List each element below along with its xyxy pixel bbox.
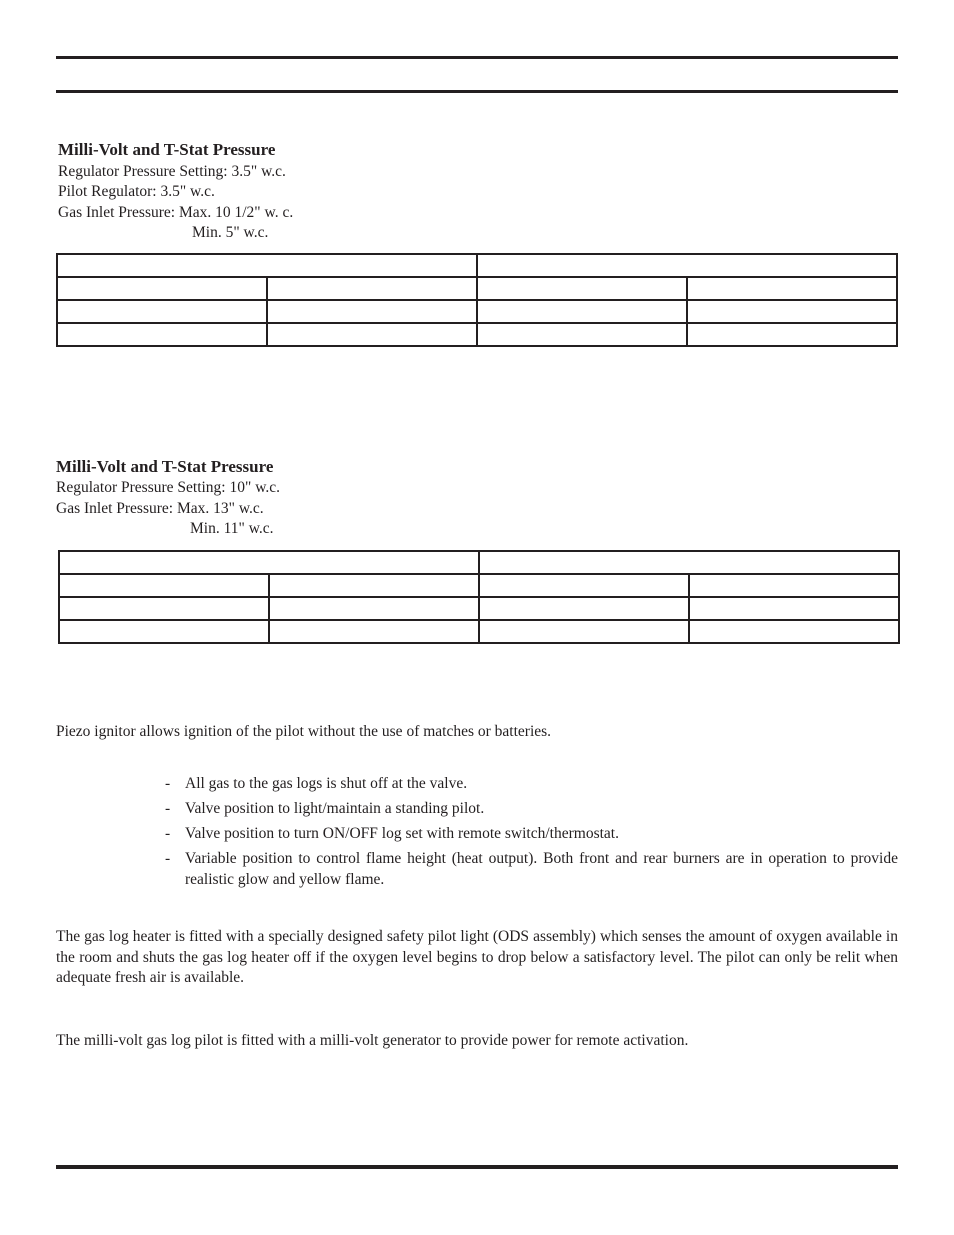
table-cell [59,597,269,620]
piezo-paragraph: Piezo ignitor allows ignition of the pilot without the use of matches or batteries. [56,723,552,740]
list-item-text: Variable position to control flame height (heat output). Both front and rear burners are in operation to provide realistic glow and yellow flame. [185,850,898,888]
pressure-table-1 [56,253,898,347]
list-item [160,823,898,844]
list-item-text: All gas to the gas logs is shut off at the valve. [185,775,468,792]
bullet-dash: - [165,775,171,792]
table-cell [479,551,899,574]
list-item [160,773,898,794]
footer-rule [56,1165,898,1169]
table-cell [477,323,687,346]
table-cell [269,574,479,597]
table-cell [479,620,689,643]
header-rule-bottom [56,90,898,93]
table-row [57,254,897,277]
table-cell [57,277,267,300]
table-cell [267,277,477,300]
gas-inlet-max-line: Gas Inlet Pressure: Max. 10 1/2" w. c. [58,204,294,221]
gas-inlet-max-line: Gas Inlet Pressure: Max. 13" w.c. [56,500,264,517]
gas-inlet-min-line: Min. 11" w.c. [190,520,274,537]
pressure-table-2 [58,550,900,644]
header-rule-top [56,56,898,59]
section2-heading: Milli-Volt and T-Stat Pressure [56,457,274,476]
table-cell [269,597,479,620]
table-cell [57,254,477,277]
table-cell [477,254,897,277]
table-cell [269,620,479,643]
table-cell [267,323,477,346]
table-cell [689,597,899,620]
table-row [57,323,897,346]
section1-heading: Milli-Volt and T-Stat Pressure [58,140,276,159]
regulator-pressure-line: Regulator Pressure Setting: 10" w.c. [56,479,281,496]
valve-positions-list [160,773,898,894]
table-cell [687,323,897,346]
table-cell [479,574,689,597]
table-row [57,300,897,323]
regulator-pressure-line: Regulator Pressure Setting: 3.5" w.c. [58,163,286,180]
table-row [59,620,899,643]
millivolt-paragraph: The milli-volt gas log pilot is fitted with a milli-volt generator to provide power for remote activation. [56,1032,689,1049]
table-cell [689,620,899,643]
table-cell [57,323,267,346]
table-cell [689,574,899,597]
table-cell [59,551,479,574]
pilot-regulator-line: Pilot Regulator: 3.5" w.c. [58,183,215,200]
table-cell [687,300,897,323]
table-row [59,551,899,574]
table-row [59,574,899,597]
list-item-text: Valve position to light/maintain a standing pilot. [185,800,485,817]
table-cell [267,300,477,323]
table-cell [59,620,269,643]
bullet-dash: - [165,850,171,867]
bullet-dash: - [165,800,171,817]
bullet-dash: - [165,825,171,842]
table-row [57,277,897,300]
table-cell [687,277,897,300]
table-cell [477,300,687,323]
table-row [59,597,899,620]
list-item-text: Valve position to turn ON/OFF log set with remote switch/thermostat. [185,825,619,842]
table-cell [57,300,267,323]
gas-inlet-min-line: Min. 5" w.c. [192,224,269,241]
table-cell [477,277,687,300]
table-cell [59,574,269,597]
list-item [160,848,898,890]
list-item [160,798,898,819]
table-cell [479,597,689,620]
ods-paragraph: The gas log heater is fitted with a specially designed safety pilot light (ODS assembly) which senses the amount of oxygen available in the room and shuts the gas log heater off if the oxygen level begins to drop below a satisfactory level. The pilot can only be relit when adequate fresh air is available. [56,928,898,986]
